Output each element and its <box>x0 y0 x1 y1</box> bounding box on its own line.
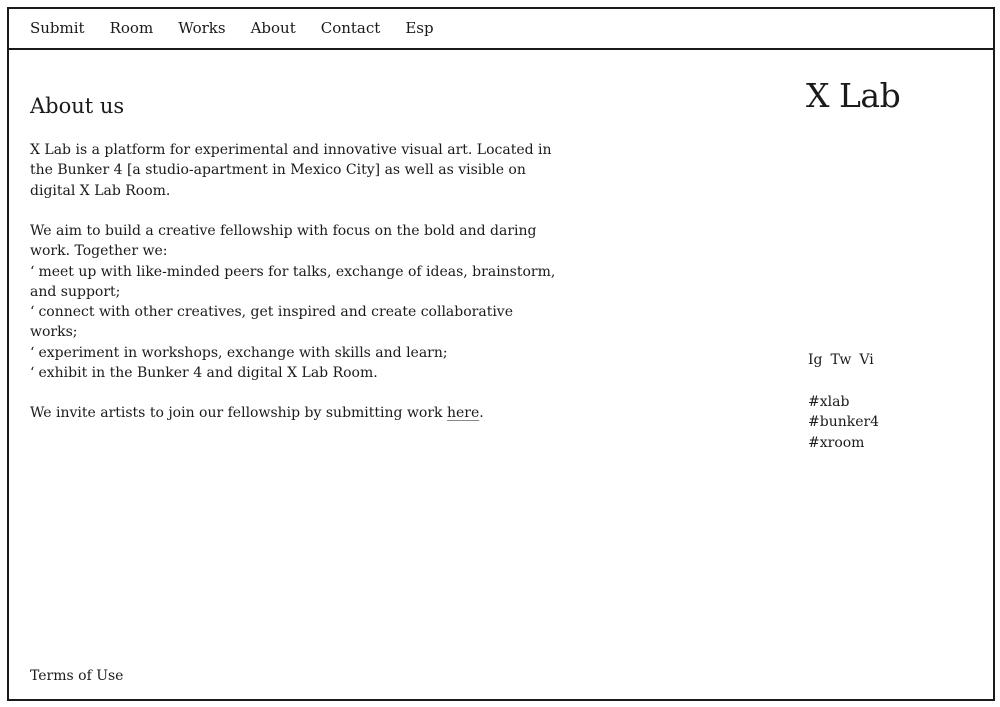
list-item: ‘ exhibit in the Bunker 4 and digital X Lab Room. <box>30 363 560 383</box>
twitter-link[interactable]: Tw <box>830 352 852 368</box>
nav-submit[interactable]: Submit <box>30 19 85 37</box>
page-title: About us <box>30 94 125 118</box>
social-links <box>808 352 874 368</box>
vimeo-link[interactable]: Vi <box>859 352 874 368</box>
nav-works[interactable]: Works <box>178 19 226 37</box>
invite-paragraph <box>30 403 560 423</box>
invite-end: . <box>479 405 484 422</box>
list-item: ‘ experiment in workshops, exchange with skills and learn; <box>30 343 560 363</box>
instagram-link[interactable]: Ig <box>808 352 823 368</box>
about-content <box>30 95 560 424</box>
nav-language-esp[interactable]: Esp <box>405 19 434 37</box>
nav-about[interactable]: About <box>250 19 296 37</box>
hashtag-bunker4[interactable]: #bunker4 <box>808 414 880 431</box>
hashtag-xroom[interactable]: #xroom <box>808 434 865 451</box>
hashtag-list <box>808 392 879 453</box>
terms-of-use-link[interactable]: Terms of Use <box>30 668 124 684</box>
activities-list <box>30 262 560 384</box>
invite-text: We invite artists to join our fellowship by submitting work <box>30 405 447 422</box>
aim-section <box>30 221 560 383</box>
submit-here-link[interactable]: here <box>446 405 480 422</box>
list-item: ‘ connect with other creatives, get inspired and create collaborative works; <box>30 302 560 343</box>
intro-paragraph: X Lab is a platform for experimental and innovative visual art. Located in the Bunker 4 [a studio-apartment in Mexico City] as well as visible on digital X Lab Room. <box>30 142 552 199</box>
page-frame <box>7 7 995 701</box>
list-item: ‘ meet up with like-minded peers for talks, exchange of ideas, brainstorm, and support; <box>30 262 560 303</box>
top-navigation <box>9 9 993 50</box>
nav-room[interactable]: Room <box>109 19 154 37</box>
aim-paragraph: We aim to build a creative fellowship with focus on the bold and daring work. Together we: <box>30 222 537 260</box>
nav-contact[interactable]: Contact <box>320 19 381 37</box>
x-lab-logo[interactable]: X Lab <box>806 76 901 115</box>
hashtag-xlab[interactable]: #xlab <box>808 394 850 410</box>
